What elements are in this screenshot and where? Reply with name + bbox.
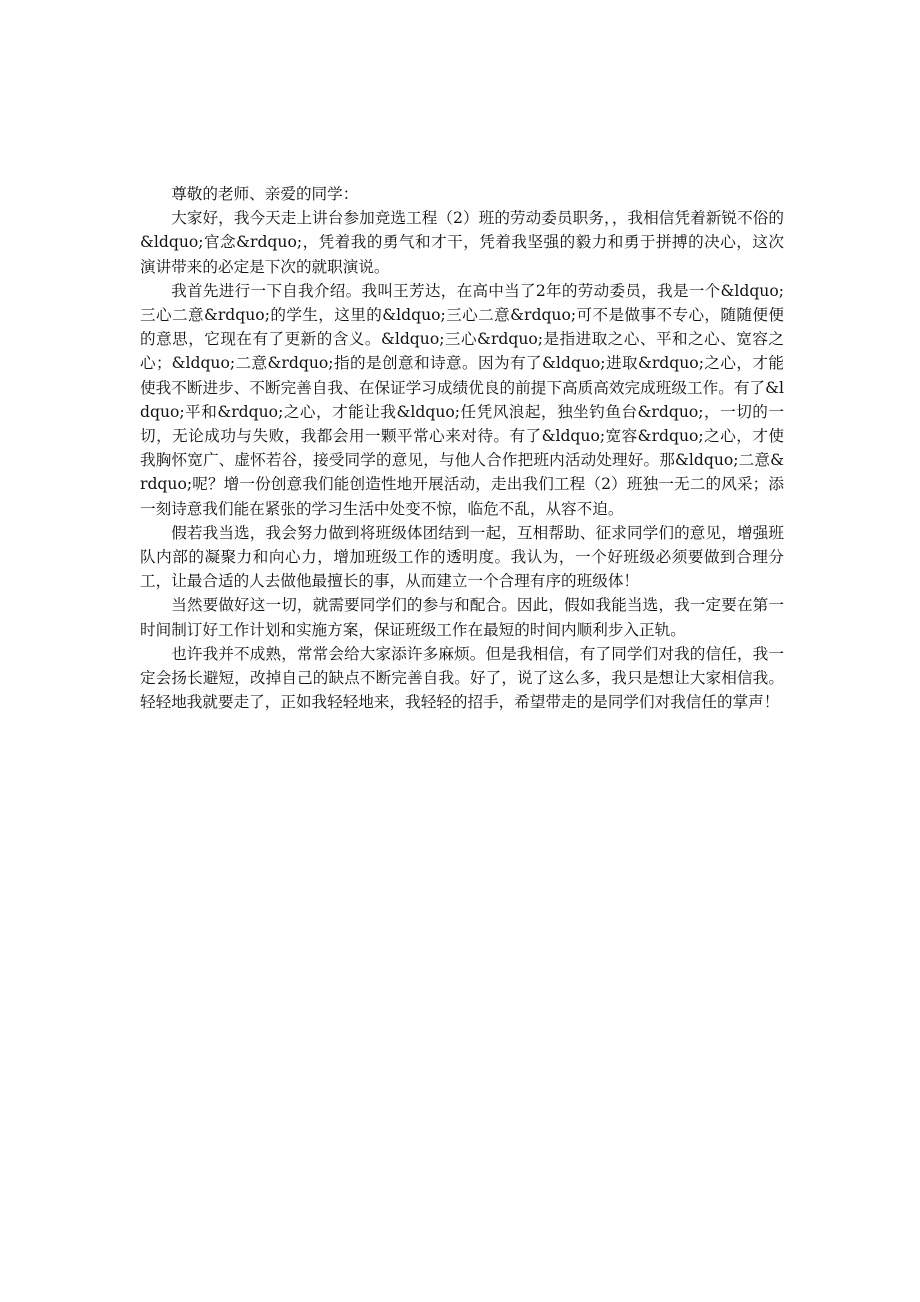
speech-body	[140, 182, 784, 714]
paragraph-intro: 大家好，我今天走上讲台参加竞选工程（2）班的劳动委员职务，，我相信凭着新锐不俗的&ldquo;官念&rdquo;，凭着我的勇气和才干，凭着我坚强的毅力和勇于拼搏的决心，这次演讲带来的必定是下次的就职演说。	[140, 209, 784, 276]
paragraph-closing: 也许我并不成熟，常常会给大家添许多麻烦。但是我相信，有了同学们对我的信任，我一定会扬长避短，改掉自己的缺点不断完善自我。好了，说了这么多，我只是想让大家相信我。轻轻地我就要走了，正如我轻轻地来，我轻轻的招手，希望带走的是同学们对我信任的掌声！	[140, 644, 784, 712]
paragraph-self-introduction: 我首先进行一下自我介绍。我叫王芳达，在高中当了2年的劳动委员，我是一个&ldquo;三心二意&rdquo;的学生，这里的&ldquo;三心二意&rdquo;可不是做事不专心，随随便便的意思，它现在有了更新的含义。&ldquo;三心&rdquo;是指进取之心、平和之心、宽容之心；&ldquo;二意&rdquo;指的是创意和诗意。因为有了&ldquo;进取&rdquo;之心，才能使我不断进步、不断完善自我、在保证学习成绩优良的前提下高质高效完成班级工作。有了&ldquo;平和&rdquo;之心，才能让我&ldquo;任凭风浪起，独坐钓鱼台&rdquo;，一切的一切，无论成功与失败，我都会用一颗平常心来对待。有了&ldquo;宽容&rdquo;之心，才使我胸怀宽广、虚怀若谷，接受同学的意见，与他人合作把班内活动处理好。那&ldquo;二意&rdquo;呢？增一份创意我们能创造性地开展活动，走出我们工程（2）班独一无二的风采；添一刻诗意我们能在紧张的学习生活中处变不惊，临危不乱，从容不迫。	[140, 281, 784, 518]
paragraph-plans: 假若我当选，我会努力做到将班级体团结到一起，互相帮助、征求同学们的意见，增强班队内部的凝聚力和向心力，增加班级工作的透明度。我认为，一个好班级必须要做到合理分工，让最合适的人去做他最擅长的事，从而建立一个合理有序的班级体！	[140, 523, 784, 591]
paragraph-cooperation: 当然要做好这一切，就需要同学们的参与和配合。因此，假如我能当选，我一定要在第一时间制订好工作计划和实施方案，保证班级工作在最短的时间内顺利步入正轨。	[140, 596, 784, 639]
salutation: 尊敬的老师、亲爱的同学：	[171, 185, 359, 203]
